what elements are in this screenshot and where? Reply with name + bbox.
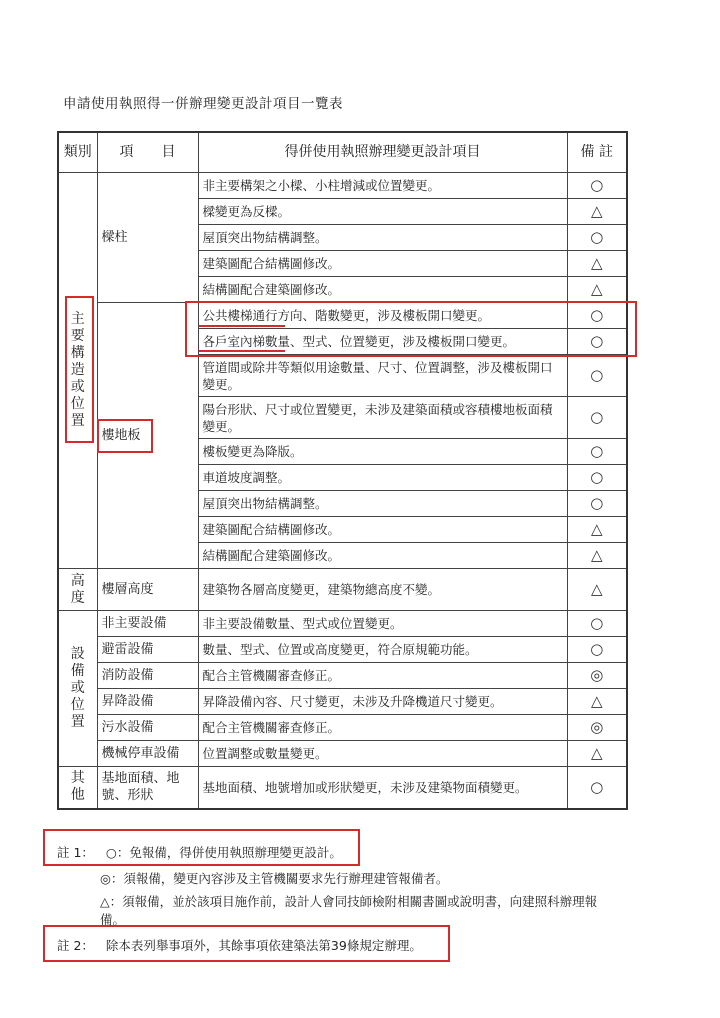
table-row	[58, 741, 627, 767]
table-row	[58, 173, 627, 199]
row-content: 建築圖配合結構圖修改。	[198, 251, 567, 277]
row-remark: ○	[567, 355, 627, 397]
row-remark: ○	[567, 491, 627, 517]
row-content: 公共樓梯通行方向、階數變更，涉及樓板開口變更。	[198, 303, 567, 329]
row-remark: ○	[567, 397, 627, 439]
row-content: 管道間或除井等類似用途數量、尺寸、位置調整，涉及樓板開口變更。	[198, 355, 567, 397]
table-row	[58, 637, 627, 663]
highlight-category-box	[65, 296, 94, 443]
row-remark: △	[567, 543, 627, 569]
row-content: 非主要設備數量、型式或位置變更。	[198, 611, 567, 637]
item-equipment: 避雷設備	[97, 637, 198, 663]
table-row	[58, 715, 627, 741]
item-site: 基地面積、地號、形狀	[97, 767, 198, 809]
row-content: 各戶室內梯數量、型式、位置變更，涉及樓板開口變更。	[198, 329, 567, 355]
row-remark: ◎	[567, 663, 627, 689]
row-content: 車道坡度調整。	[198, 465, 567, 491]
row-content: 數量、型式、位置或高度變更，符合原規範功能。	[198, 637, 567, 663]
row-content: 建築圖配合結構圖修改。	[198, 517, 567, 543]
row-remark: ○	[567, 611, 627, 637]
table-row	[58, 767, 627, 809]
row-remark: ○	[567, 767, 627, 809]
row-content: 結構圖配合建築圖修改。	[198, 543, 567, 569]
note-1c: △：須報備，並於該項目施作前，設計人會同技師檢附相關書圖或說明書，向建照科辦理報備。	[100, 894, 598, 927]
note-2-label: 註 2：	[57, 938, 94, 953]
item-equipment: 昇降設備	[97, 689, 198, 715]
header-remark: 備 註	[567, 132, 627, 173]
item-equipment: 機械停車設備	[97, 741, 198, 767]
category-structure: 主要構造或位置	[58, 173, 97, 569]
row-remark: △	[567, 689, 627, 715]
row-remark: △	[567, 199, 627, 225]
category-equipment: 設備或位置	[58, 611, 97, 767]
row-content: 非主要構架之小樑、小柱增減或位置變更。	[198, 173, 567, 199]
category-other: 其他	[58, 767, 97, 809]
item-beam: 樑柱	[97, 173, 198, 303]
header-category: 類別	[58, 132, 97, 173]
underline-indoor-stairs	[199, 350, 285, 352]
highlight-note-1-box	[43, 829, 360, 866]
row-content: 配合主管機關審查修正。	[198, 663, 567, 689]
item-floor: 樓地板	[97, 303, 198, 569]
note-1-text: ○：免報備，得併使用執照辦理變更設計。	[105, 845, 342, 860]
row-remark: ○	[567, 225, 627, 251]
note-2-text: 除本表列舉事項外，其餘事項依建築法第39條規定辦理。	[105, 938, 422, 953]
table-row	[58, 611, 627, 637]
row-remark: ○	[567, 465, 627, 491]
row-content: 基地面積、地號增加或形狀變更，未涉及建築物面積變更。	[198, 767, 567, 809]
note-1b: ◎：須報備，變更內容涉及主管機關要求先行辦理建管報備者。	[100, 871, 449, 886]
row-content: 位置調整或數量變更。	[198, 741, 567, 767]
item-equipment: 污水設備	[97, 715, 198, 741]
table-row	[58, 663, 627, 689]
highlight-stairs-box	[185, 301, 637, 357]
row-content: 樓板變更為降版。	[198, 439, 567, 465]
row-remark: △	[567, 741, 627, 767]
row-remark: △	[567, 517, 627, 543]
row-remark: ○	[567, 173, 627, 199]
highlight-floor-box	[97, 419, 153, 453]
item-equipment: 非主要設備	[97, 611, 198, 637]
row-remark: ○	[567, 329, 627, 355]
row-remark: ○	[567, 303, 627, 329]
row-content: 配合主管機關審查修正。	[198, 715, 567, 741]
row-content: 建築物各層高度變更，建築物總高度不變。	[198, 569, 567, 611]
document-title: 申請使用執照得一併辦理變更設計項目一覽表	[63, 96, 343, 112]
row-remark: ◎	[567, 715, 627, 741]
row-content: 屋頂突出物結構調整。	[198, 491, 567, 517]
underline-stairs	[199, 325, 285, 327]
row-remark: △	[567, 569, 627, 611]
row-content: 結構圖配合建築圖修改。	[198, 277, 567, 303]
table-row	[58, 569, 627, 611]
category-height: 高度	[58, 569, 97, 611]
note-1-label: 註 1：	[57, 845, 94, 860]
row-content: 樑變更為反樑。	[198, 199, 567, 225]
row-remark: ○	[567, 439, 627, 465]
row-content: 陽台形狀、尺寸或位置變更，未涉及建築面積或容積樓地板面積變更。	[198, 397, 567, 439]
change-items-table	[57, 131, 628, 810]
row-remark: ○	[567, 637, 627, 663]
header-content: 得併使用執照辦理變更設計項目	[198, 132, 567, 173]
header-item: 項 目	[97, 132, 198, 173]
item-equipment: 消防設備	[97, 663, 198, 689]
row-remark: △	[567, 251, 627, 277]
table-row	[58, 689, 627, 715]
row-remark: △	[567, 277, 627, 303]
item-floor-height: 樓層高度	[97, 569, 198, 611]
table-header-row	[58, 132, 627, 173]
row-content: 昇降設備內容、尺寸變更，未涉及升降機道尺寸變更。	[198, 689, 567, 715]
highlight-note-2-box	[43, 925, 450, 962]
row-content: 屋頂突出物結構調整。	[198, 225, 567, 251]
